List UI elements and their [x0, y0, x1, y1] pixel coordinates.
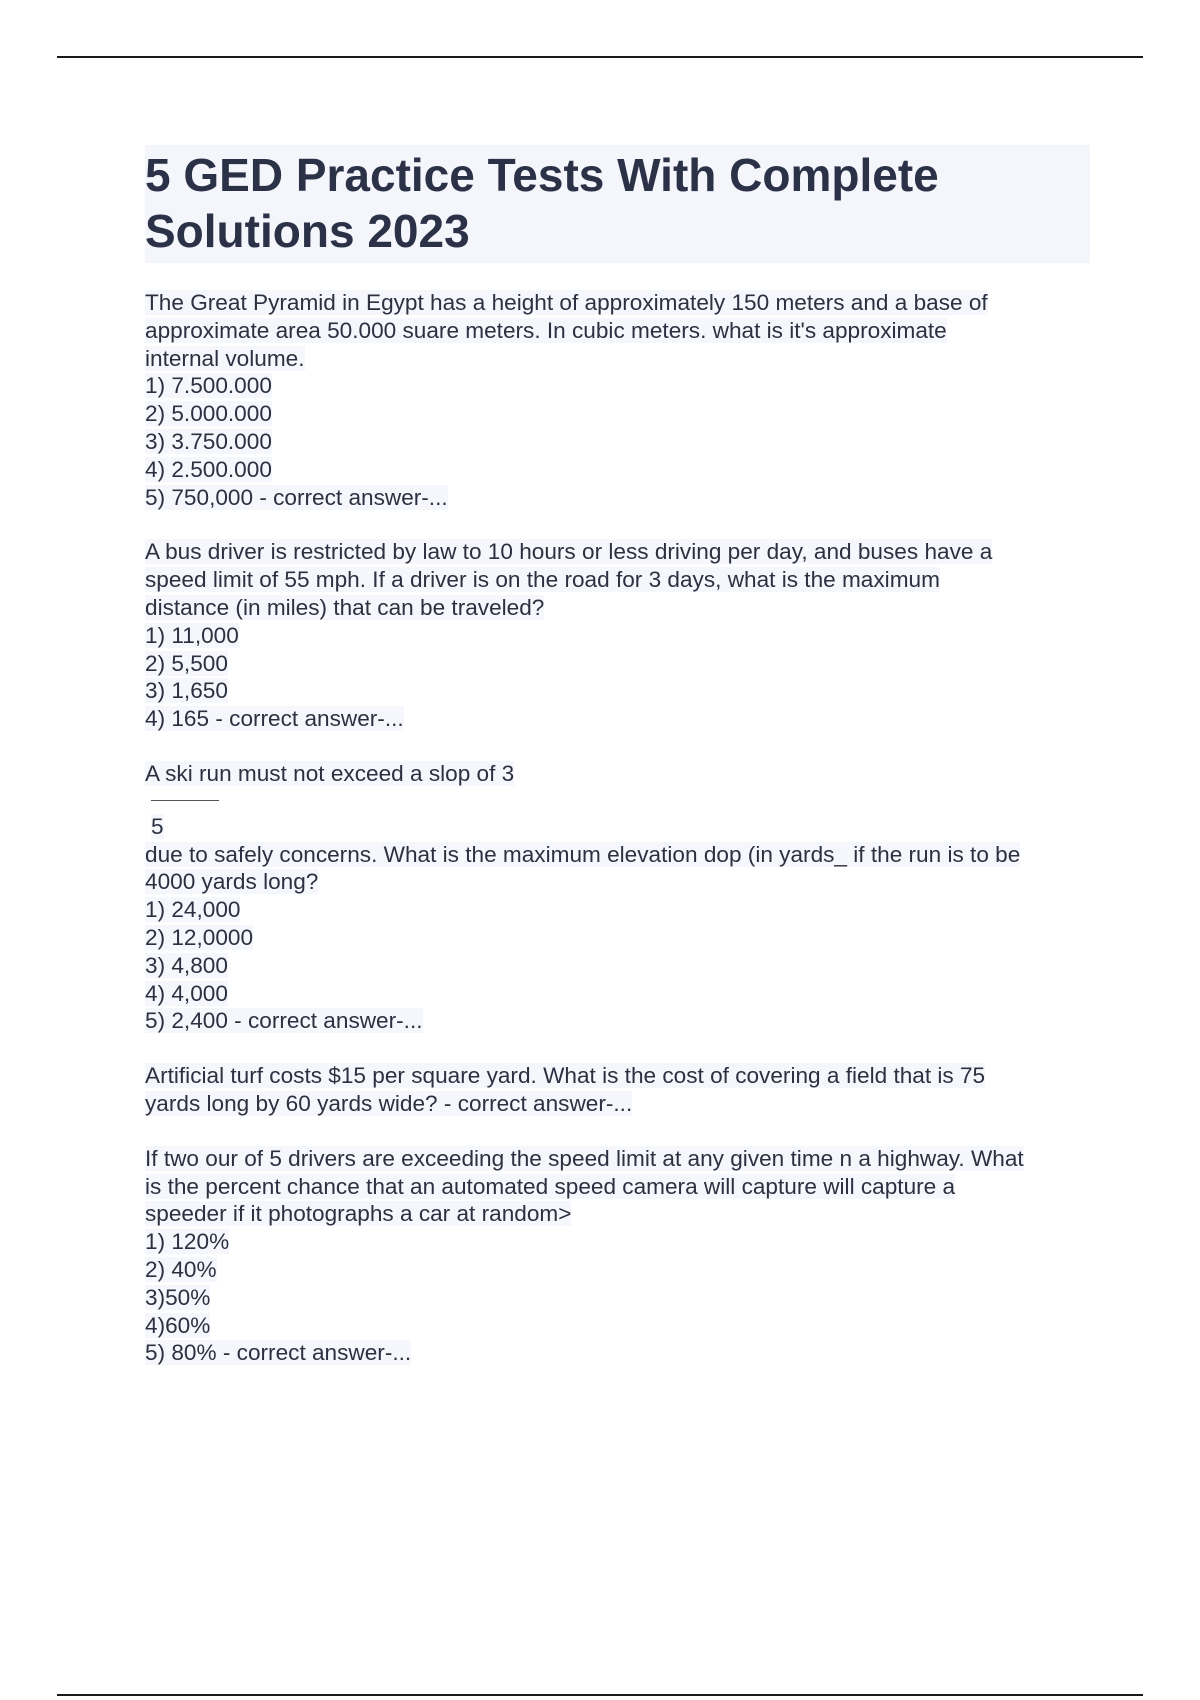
question-1: [145, 289, 1090, 511]
answer-option: 3)50%: [145, 1284, 211, 1310]
answer-option: 1) 120%: [145, 1229, 230, 1255]
question-text-line: 4000 yards long?: [145, 869, 319, 895]
document-body: [145, 145, 1090, 1394]
question-4: [145, 1062, 1090, 1118]
question-text-line: due to safely concerns. What is the maximum elevation dop (in yards_ if the run is to be: [145, 841, 1021, 867]
answer-option: 2) 12,0000: [145, 924, 254, 950]
question-text-line: Artificial turf costs $15 per square yard. What is the cost of covering a field that is 75: [145, 1063, 986, 1089]
bottom-divider: [57, 1694, 1143, 1696]
question-text-line: yards long by 60 yards wide? - correct answer-...: [145, 1090, 633, 1116]
answer-option: 4) 165 - correct answer-...: [145, 706, 404, 732]
title-line-1: 5 GED Practice Tests With Complete: [145, 149, 939, 201]
question-2: [145, 538, 1090, 733]
answer-option: 4) 4,000: [145, 980, 228, 1006]
answer-option: 5) 2,400 - correct answer-...: [145, 1008, 423, 1034]
answer-option: 5) 750,000 - correct answer-...: [145, 484, 448, 510]
question-text-line: If two our of 5 drivers are exceeding the speed limit at any given time n a highway. What: [145, 1145, 1024, 1171]
question-text-line: approximate area 50.000 suare meters. In cubic meters. what is it's approximate: [145, 317, 947, 343]
answer-option: 1) 7.500.000: [145, 373, 272, 399]
top-divider: [57, 56, 1143, 58]
question-text-line: speeder if it photographs a car at random>: [145, 1201, 572, 1227]
question-text-line: speed limit of 55 mph. If a driver is on the road for 3 days, what is the maximum: [145, 567, 940, 593]
answer-option: 4) 2.500.000: [145, 456, 272, 482]
question-text-line: internal volume.: [145, 345, 305, 371]
title-line-2: Solutions 2023: [145, 205, 470, 257]
answer-option: 3) 1,650: [145, 678, 228, 704]
question-text-line: A bus driver is restricted by law to 10 hours or less driving per day, and buses have a: [145, 539, 993, 565]
title-block: [145, 145, 1090, 263]
answer-option: 1) 24,000: [145, 897, 241, 923]
answer-option: 3) 4,800: [145, 952, 228, 978]
question-text-line: The Great Pyramid in Egypt has a height of approximately 150 meters and a base of: [145, 290, 988, 315]
answer-option: 4)60%: [145, 1312, 211, 1338]
answer-option: 5) 80% - correct answer-...: [145, 1340, 412, 1366]
question-text-line: is the percent chance that an automated speed camera will capture will capture a: [145, 1173, 956, 1199]
question-text-line: distance (in miles) that can be traveled?: [145, 594, 545, 620]
answer-option: 3) 3.750.000: [145, 428, 272, 454]
fraction-bar: [151, 800, 219, 801]
question-text-line: A ski run must not exceed a slop of 3: [145, 760, 515, 786]
question-3: [145, 760, 1090, 1035]
answer-option: 2) 5,500: [145, 650, 228, 676]
answer-option: 2) 5.000.000: [145, 401, 272, 427]
fraction-denominator: 5: [151, 813, 164, 839]
answer-option: 2) 40%: [145, 1256, 217, 1282]
question-5: [145, 1145, 1090, 1367]
answer-option: 1) 11,000: [145, 622, 239, 648]
page-title: [145, 147, 1090, 259]
